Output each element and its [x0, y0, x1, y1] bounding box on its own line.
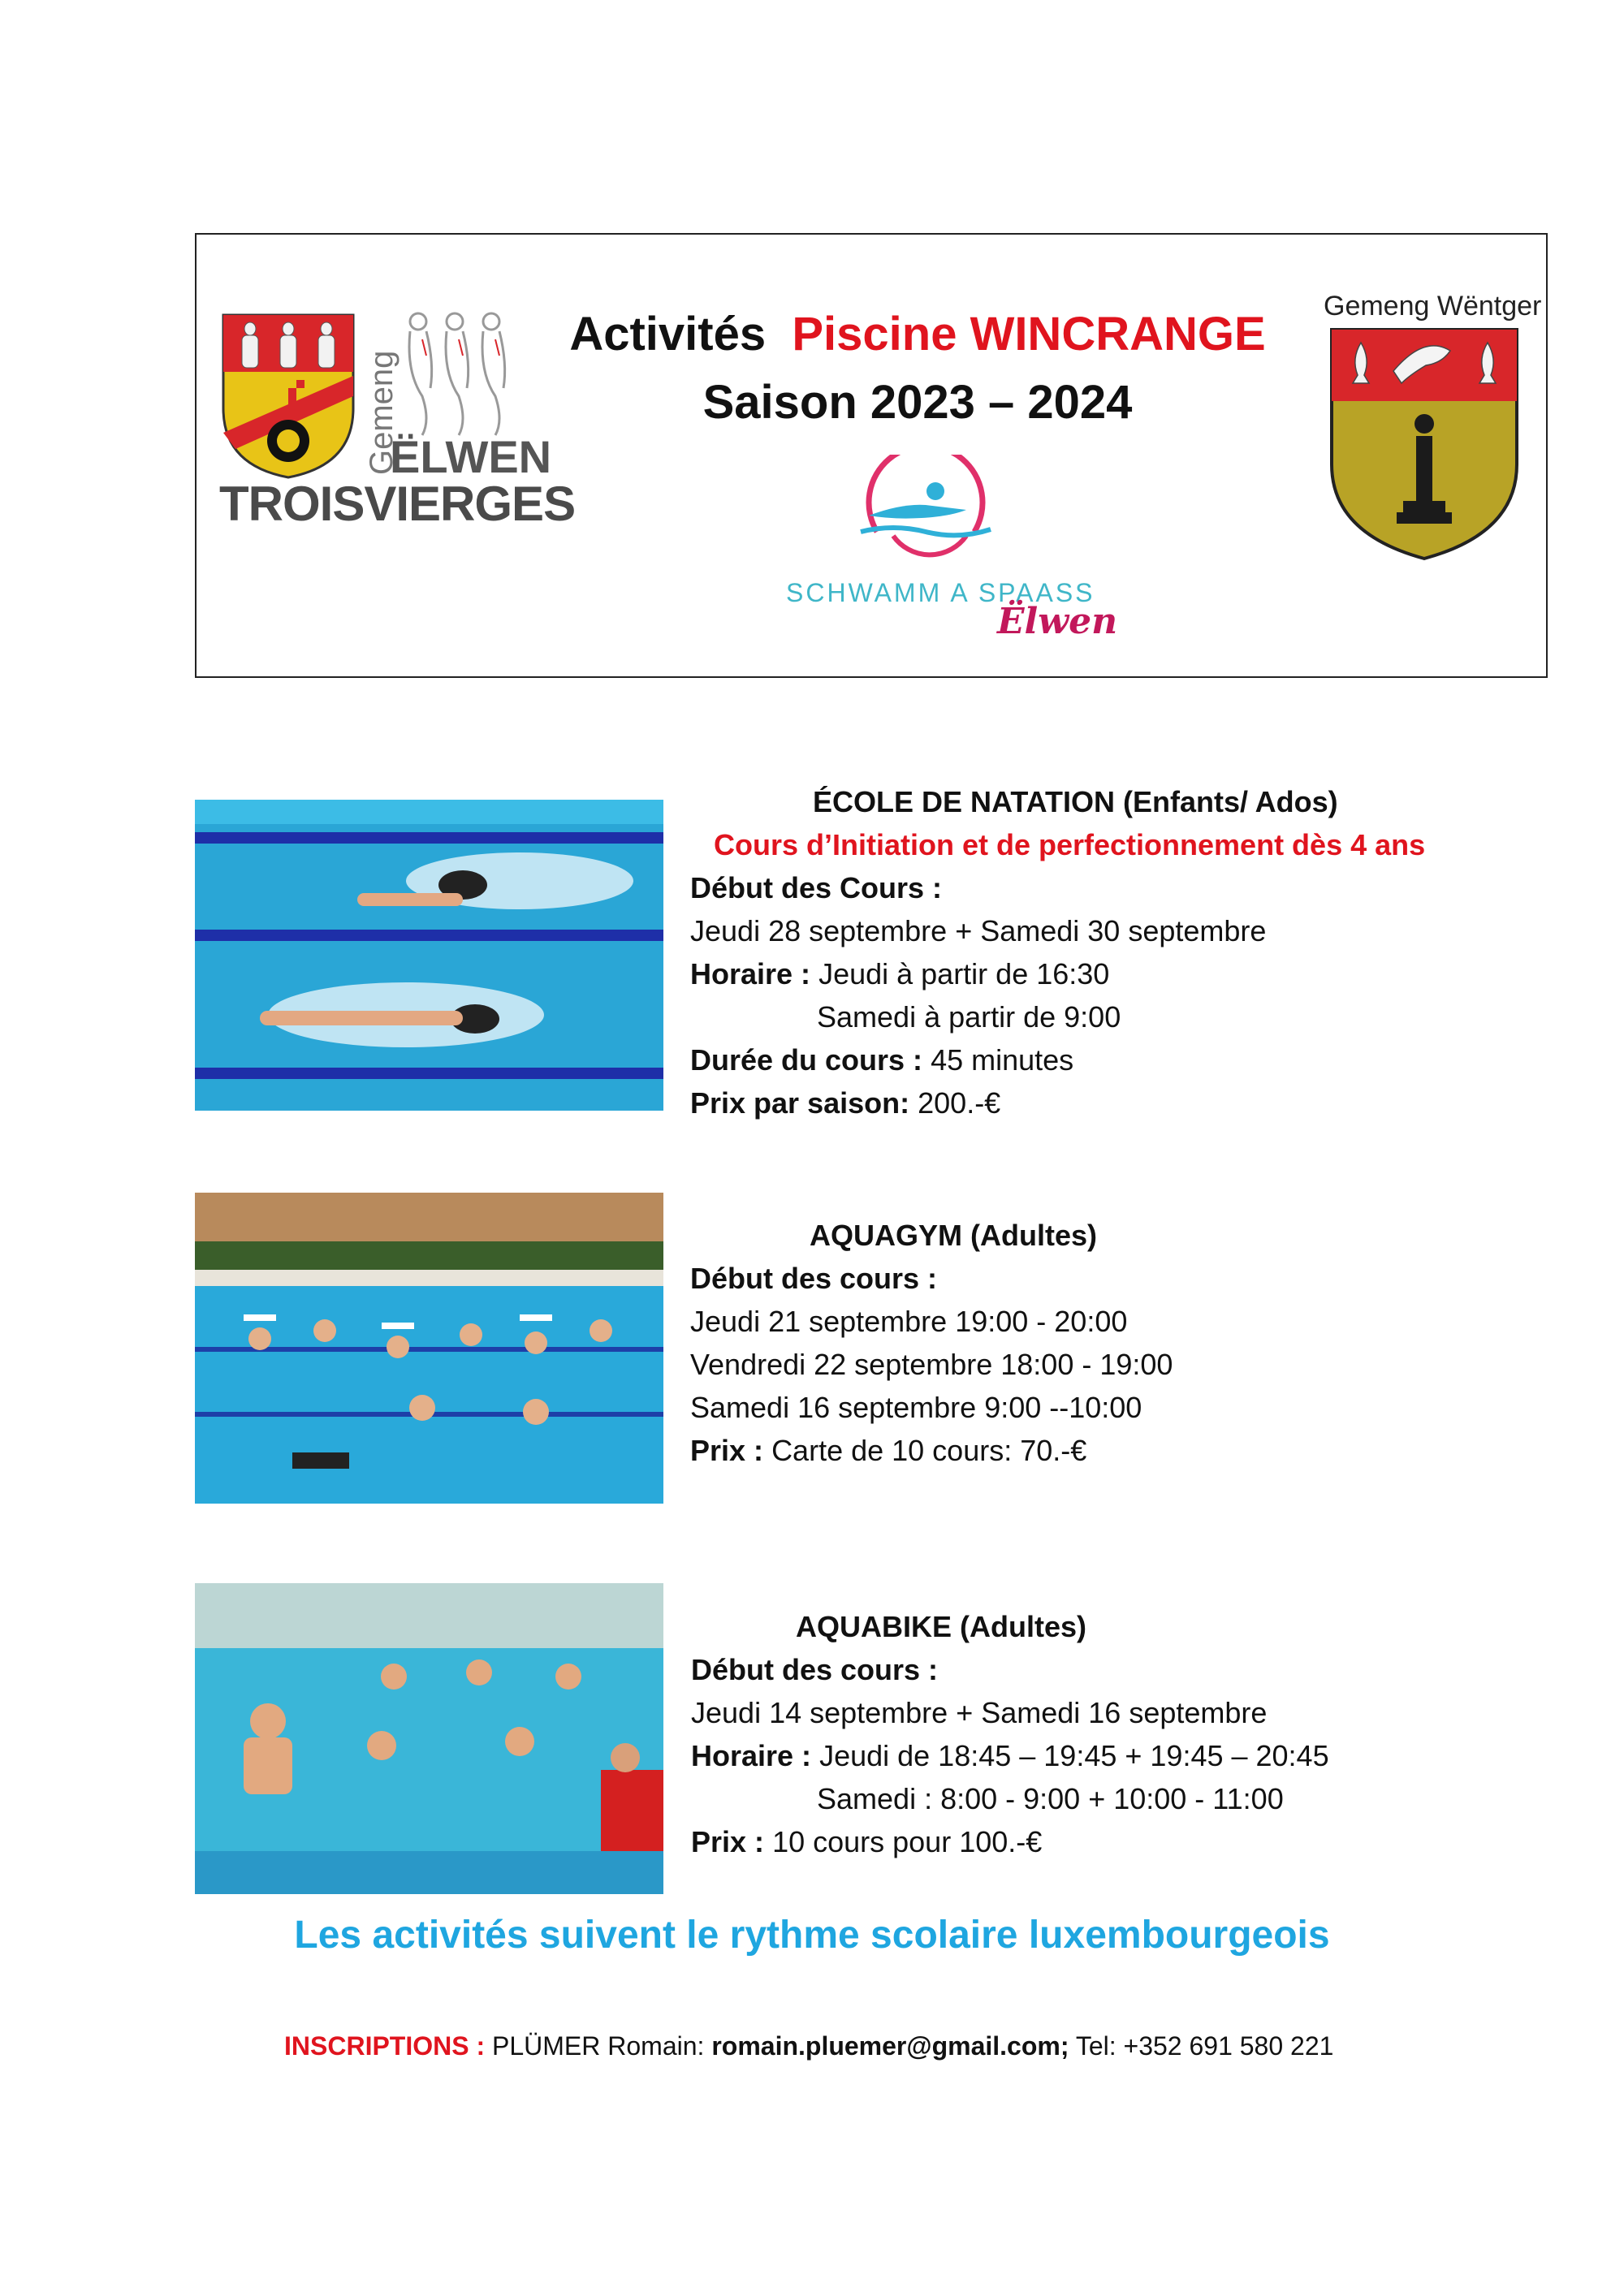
section-2-line2: Vendredi 22 septembre 18:00 - 19:00: [690, 1348, 1173, 1381]
section-2-price-label: Prix :: [690, 1434, 764, 1467]
section-1-schedule-line2: Samedi à partir de 9:00: [817, 1000, 1121, 1034]
season-title: Saison 2023 – 2024: [702, 376, 1133, 429]
swim-club-logo: [844, 455, 1007, 576]
swim-club-name: SCHWAMM A SPAASS: [786, 578, 1095, 607]
section-1-price-label: Prix par saison:: [690, 1086, 910, 1120]
section-3-price: [691, 1820, 1042, 1863]
section-2-title: AQUAGYM (Adultes): [810, 1219, 1097, 1252]
title-highlight: Piscine WINCRANGE: [792, 308, 1266, 360]
swim-club-script: Ëlwen: [997, 601, 1118, 642]
wentger-coat-of-arms: [1328, 326, 1520, 562]
contact-name: PLÜMER Romain:: [492, 2031, 705, 2061]
section-1-schedule-line1: Jeudi à partir de 16:30: [818, 957, 1110, 990]
title-prefix: Activités: [569, 308, 767, 360]
contact-tel: Tel: +352 691 580 221: [1075, 2031, 1334, 2061]
section-1-duration-label: Durée du cours :: [690, 1043, 923, 1077]
section-3-start-label: Début des cours :: [691, 1653, 939, 1686]
section-2-line1: Jeudi 21 septembre 19:00 - 20:00: [690, 1305, 1128, 1338]
section-3-schedule-line2: Samedi : 8:00 - 9:00 + 10:00 - 11:00: [817, 1782, 1284, 1815]
section-1-title: ÉCOLE DE NATATION (Enfants/ Ados): [813, 785, 1338, 818]
section-1-schedule: [690, 952, 1109, 995]
section-1-duration-value: 45 minutes: [931, 1043, 1074, 1077]
section-1-start-label: Début des Cours :: [690, 871, 943, 904]
section-1-schedule-label: Horaire :: [690, 957, 811, 990]
section-3-start-value: Jeudi 14 septembre + Samedi 16 septembre: [691, 1696, 1268, 1729]
aquabike-photo: [195, 1583, 663, 1894]
section-1-price: [690, 1081, 1000, 1124]
section-1-subtitle: Cours d’Initiation et de perfectionnement dès 4 ans: [714, 828, 1426, 861]
inscriptions-label: INSCRIPTIONS :: [284, 2031, 486, 2061]
section-2-line3: Samedi 16 septembre 9:00 --10:00: [690, 1391, 1142, 1424]
swimming-school-photo: [195, 800, 663, 1111]
section-3-schedule-line1: Jeudi de 18:45 – 19:45 + 19:45 – 20:45: [819, 1739, 1329, 1772]
section-2-price-value: Carte de 10 cours: 70.-€: [771, 1434, 1087, 1467]
section-3-price-value: 10 cours pour 100.-€: [772, 1825, 1043, 1858]
aquagym-photo: [195, 1193, 663, 1504]
section-1-start-value: Jeudi 28 septembre + Samedi 30 septembre: [690, 914, 1267, 947]
section-3-schedule-label: Horaire :: [691, 1739, 812, 1772]
troisvierges-name: TROISVIERGES: [219, 477, 576, 531]
troisvierges-elwen-label: ËLWEN: [390, 431, 552, 482]
wentger-label: Gemeng Wëntger: [1324, 291, 1542, 322]
troisvierges-coat-of-arms: [219, 311, 357, 481]
section-1-price-value: 200.-€: [918, 1086, 1001, 1120]
section-3-schedule: [691, 1734, 1329, 1777]
section-2-price: [690, 1429, 1086, 1472]
troisvierges-gemeng-label: Gemeng: [364, 350, 400, 475]
contact-email[interactable]: romain.pluemer@gmail.com;: [711, 2031, 1069, 2061]
section-3-price-label: Prix :: [691, 1825, 765, 1858]
section-1-duration: [690, 1038, 1073, 1081]
inscriptions-line: [284, 2031, 1333, 2061]
page-title: [487, 307, 1348, 361]
section-2-start-label: Début des cours :: [690, 1262, 938, 1295]
school-rhythm-note: Les activités suivent le rythme scolaire luxembourgeois: [294, 1914, 1330, 1957]
section-3-title: AQUABIKE (Adultes): [796, 1610, 1086, 1643]
